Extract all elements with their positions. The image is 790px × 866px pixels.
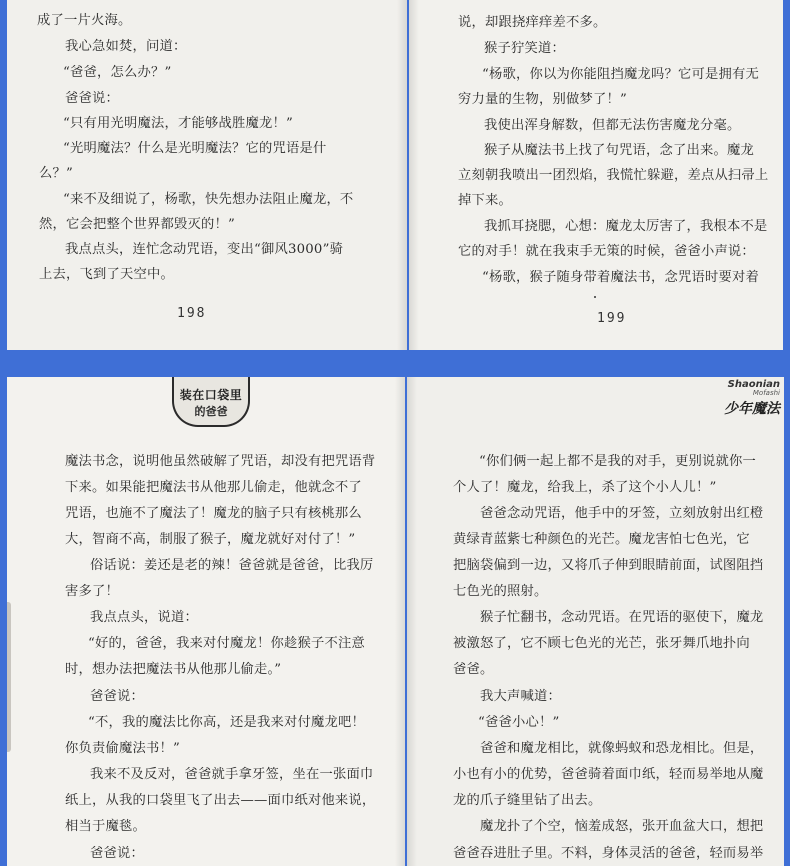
book-series-logo <box>172 377 250 427</box>
text-line: 么？” <box>39 166 73 181</box>
text-line: 咒语，也施不了魔法了！魔龙的脑子只有核桃那么 <box>65 506 362 521</box>
page-gutter-shadow <box>407 377 417 866</box>
text-line: 爸爸说： <box>65 91 119 106</box>
text-line: 大，智商不高，制服了猴子，魔龙就好对付了！” <box>65 532 356 547</box>
text-line: 爸爸说： <box>90 689 144 704</box>
text-line: 我心急如焚，问道： <box>65 39 187 54</box>
text-line: 然，它会把整个世界都毁灭的！” <box>39 217 235 232</box>
text-line: 我点点头，说道： <box>90 610 198 625</box>
text-line: 龙的爪子缝里钻了出去。 <box>453 793 602 808</box>
logo-title: 装在口袋里 <box>179 388 243 402</box>
text-line: “来不及细说了，杨歌，快先想办法阻止魔龙，不 <box>63 192 354 207</box>
logo-english-subtitle: Mofashi <box>752 389 780 397</box>
text-line: 下来。如果能把魔法书从他那儿偷走，他就念不了 <box>65 480 362 495</box>
text-line: 我抓耳挠腮，心想：魔龙太厉害了，我根本不是 <box>484 219 768 234</box>
page-number: 198 <box>177 306 207 321</box>
text-line: 它的对手！就在我束手无策的时候，爸爸小声说： <box>458 244 755 259</box>
text-line: 猴子狞笑道： <box>484 41 565 56</box>
page-number: 199 <box>597 311 627 326</box>
text-line: 小也有小的优势，爸爸骑着面巾纸，轻而易举地从魔 <box>453 767 764 782</box>
text-line: “你们俩一起上都不是我的对手，更别说就你一 <box>479 454 756 469</box>
page-bottom-right <box>407 377 784 866</box>
book-series-logo <box>724 379 780 418</box>
text-line: 爸爸说： <box>90 846 144 861</box>
logo-chinese-title: 少年魔法 <box>724 401 780 417</box>
logo-subtitle: 的爸爸 <box>194 405 228 418</box>
text-line: 个人了！魔龙，给我上，杀了这个小人儿！” <box>453 480 717 495</box>
text-line: “只有用光明魔法，才能够战胜魔龙！” <box>63 116 293 131</box>
text-line: 爸爸念动咒语，他手中的牙签，立刻放射出红橙 <box>480 506 764 521</box>
text-line: 爸爸吞进肚子里。不料，身体灵活的爸爸，轻而易举 <box>453 846 764 861</box>
text-line: 你负责偷魔法书！” <box>65 741 180 756</box>
text-line: 七色光的照射。 <box>453 584 548 599</box>
text-line: 我大声喊道： <box>480 689 561 704</box>
text-line: 魔龙扑了个空，恼羞成怒，张开血盆大口，想把 <box>480 819 764 834</box>
text-line: 俗话说：姜还是老的辣！爸爸就是爸爸，比我厉 <box>90 558 374 573</box>
text-line: “光明魔法？什么是光明魔法？它的咒语是什 <box>63 141 327 156</box>
text-line: “爸爸，怎么办？” <box>63 65 172 80</box>
text-line: “爸爸小心！” <box>478 715 560 730</box>
page-gutter-shadow <box>409 0 419 350</box>
page-gutter-shadow <box>395 377 405 866</box>
text-line: 我点点头，连忙念动咒语，变出“御风3000”骑 <box>65 242 344 257</box>
text-line: 爸爸。 <box>453 662 494 677</box>
text-line: 纸上，从我的口袋里飞了出去——面巾纸对他来说， <box>65 793 376 808</box>
text-line: 我来不及反对，爸爸就手拿牙签，坐在一张面巾 <box>90 767 374 782</box>
text-line: “杨歌，猴子随身带着魔法书，念咒语时要对着 <box>482 270 759 285</box>
text-line: 爸爸和魔龙相比，就像蚂蚁和恐龙相比。但是， <box>480 741 764 756</box>
text-line: 掉下来。 <box>458 193 512 208</box>
page-edge-mark <box>7 602 11 752</box>
page-198 <box>7 0 407 350</box>
text-line: 害多了！ <box>65 584 119 599</box>
text-line: 成了一片火海。 <box>37 13 132 28</box>
print-speck <box>594 296 596 298</box>
text-line: 立刻朝我喷出一团烈焰，我慌忙躲避，差点从扫帚上 <box>458 168 769 183</box>
text-line: “杨歌，你以为你能阻挡魔龙吗？它可是拥有无 <box>482 67 759 82</box>
page-bottom-left <box>7 377 405 866</box>
text-line: “不，我的魔法比你高，还是我来对付魔龙吧！ <box>88 715 365 730</box>
text-line: 穷力量的生物，别做梦了！” <box>458 92 627 107</box>
page-gutter-shadow <box>397 0 407 350</box>
text-line: 时，想办法把魔法书从他那儿偷走。” <box>65 662 282 677</box>
text-line: 上去，飞到了天空中。 <box>39 267 174 282</box>
text-line: 被激怒了，它不顾七色光的光芒，张牙舞爪地扑向 <box>453 636 750 651</box>
text-line: 猴子忙翻书，念动咒语。在咒语的驱使下，魔龙 <box>480 610 764 625</box>
text-line: 魔法书念，说明他虽然破解了咒语，却没有把咒语背 <box>65 454 376 469</box>
text-line: 把脑袋偏到一边，又将爪子伸到眼睛前面，试图阻挡 <box>453 558 764 573</box>
text-line: 相当于魔毯。 <box>65 819 146 834</box>
text-line: 我使出浑身解数，但都无法伤害魔龙分毫。 <box>484 118 741 133</box>
text-line: “好的，爸爸，我来对付魔龙！你趁猴子不注意 <box>88 636 365 651</box>
text-line: 黄绿青蓝紫七种颜色的光芒。魔龙害怕七色光，它 <box>453 532 750 547</box>
text-line: 猴子从魔法书上找了句咒语，念了出来。魔龙 <box>484 143 754 158</box>
page-199 <box>409 0 783 350</box>
text-line: 说，却跟挠痒痒差不多。 <box>458 15 607 30</box>
logo-english-title: Shaonian <box>727 379 780 390</box>
